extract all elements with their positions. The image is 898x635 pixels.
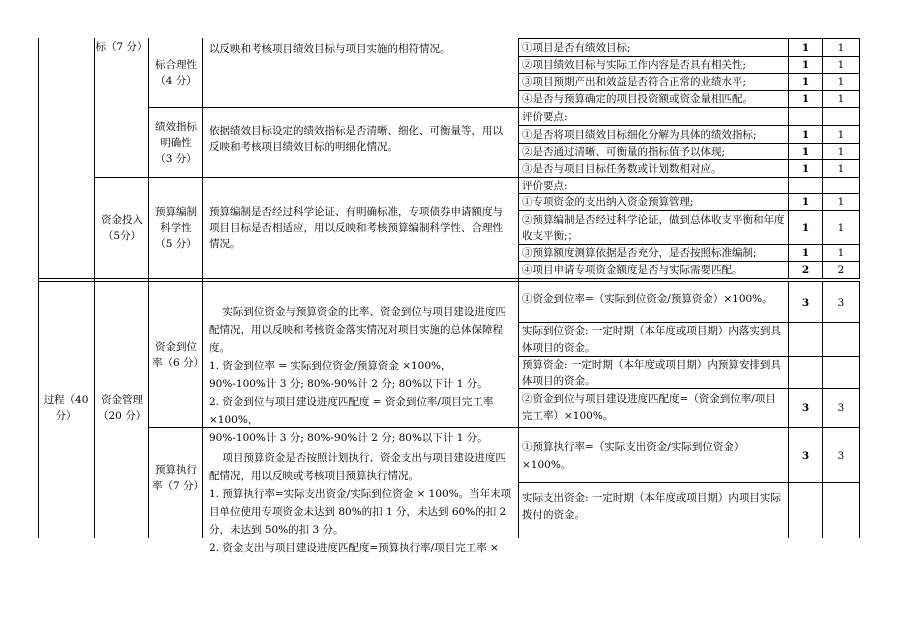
point-result: 3	[837, 402, 845, 414]
point-score: 1	[801, 128, 810, 141]
point-score: 1	[801, 247, 810, 259]
point-text: ②项目绩效目标与实际工作内容是否具有相关性;	[522, 59, 747, 71]
point-text: ②预算编制是否经过科学论证，做到总体收支平衡和年度收支平衡;；	[522, 213, 785, 242]
point-score: 1	[801, 41, 810, 54]
point-result: 1	[837, 247, 845, 259]
point-score: 1	[801, 196, 810, 208]
indicator-label-text: 绩效指标明确性（3 分）	[155, 121, 197, 165]
formula-progress-match	[522, 389, 786, 427]
point-text: ④是否与预算确定的项目投资额或资金量相匹配。	[522, 93, 753, 105]
point-score: 1	[801, 221, 810, 234]
indicator-label-text: 预算编制科学性（5 分）	[155, 206, 197, 250]
evaluation-point	[522, 91, 786, 107]
point-score: 1	[801, 93, 810, 105]
dimension-label-target	[95, 38, 148, 56]
formula-text: ①预算执行率=（实际支出资金/实际到位资金）×100%。	[522, 440, 745, 471]
evaluation-point	[522, 160, 786, 177]
dimension-fund-management	[98, 383, 146, 433]
description-text: 以反映和考核项目绩效目标与项目实施的相符情况。	[209, 43, 451, 55]
indicator-target-rationality	[152, 38, 200, 107]
point-result: 1	[837, 76, 845, 88]
point-text: ①项目是否有绩效目标;	[522, 41, 631, 54]
indicator-description	[203, 283, 517, 444]
formula-text: ②资金到位与项目建设进度匹配度=（资金到位率/项目完工率）×100%。	[522, 393, 776, 422]
category-label-text: 过程（40 分）	[43, 394, 89, 422]
point-result: 1	[837, 196, 845, 208]
point-score: 3	[801, 296, 810, 309]
header-text: 评价要点:	[522, 179, 568, 192]
indicator-description	[203, 201, 517, 277]
evaluation-point	[522, 262, 786, 278]
point-result: 1	[837, 221, 845, 234]
evaluation-point	[522, 144, 786, 159]
evaluation-point	[522, 57, 786, 73]
dimension-label-text: 资金投入（5分）	[101, 214, 143, 242]
dimension-label-funding	[99, 188, 145, 268]
description-text: 实际到位资金与预算资金的比率、资金到位与项目建设进度匹配情况，用以反映和考核资金落实情况对项目实施的总体保障程度。 1. 资金到位率 = 实际到位资金/预算资金 ×100%， 90%-100%计 3 分; 80%-90%计 2 分; 80%以下计 1 分。 2. 资金到位与项目建设进度匹配度 = 资金到位率/项目完工率 ×100%， 90%-100%计 3 分; 80%-90%计 2 分; 80%以下计 1 分。	[209, 306, 506, 444]
evaluation-point	[522, 74, 786, 90]
indicator-description	[203, 120, 517, 176]
point-score: 3	[801, 449, 810, 462]
dimension-label-text: 标（7 分）	[95, 41, 148, 53]
evaluation-points-header	[522, 108, 786, 125]
point-score: 2	[801, 264, 810, 276]
evaluation-points-header	[522, 178, 786, 193]
point-result: 1	[837, 128, 845, 141]
header-text: 评价要点:	[522, 110, 568, 123]
indicator-metric-clarity	[152, 110, 200, 176]
point-result: 1	[837, 162, 845, 175]
indicator-description	[203, 429, 517, 554]
point-result: 3	[837, 449, 845, 462]
indicator-label-text: 标合理性（4 分）	[155, 58, 197, 87]
point-result: 2	[837, 264, 845, 276]
point-result: 1	[837, 145, 845, 158]
point-text: ③是否与项目目标任务数或计划数相对应。	[522, 162, 722, 175]
indicator-label-text: 资金到位率（6 分）	[152, 340, 205, 369]
formula-text: ①资金到位率=（实际到位资金/预算资金）×100%。	[522, 293, 773, 305]
evaluation-point	[522, 39, 786, 56]
indicator-budget-scientificity	[152, 180, 200, 276]
indicator-label-text: 预算执行率（7 分）	[152, 464, 205, 492]
formula-budget-execution-rate	[522, 429, 786, 482]
point-score: 1	[801, 76, 810, 88]
point-score: 3	[801, 402, 810, 414]
category-process	[41, 383, 91, 433]
formula-fund-arrival-rate	[522, 285, 786, 322]
evaluation-point	[522, 194, 786, 210]
point-result: 1	[837, 41, 845, 54]
indicator-budget-execution-rate	[152, 438, 205, 518]
definition-text: 预算资金: 一定时期（本年度或项目期）内预算安排到具体项目的资金。	[522, 358, 781, 387]
evaluation-point	[522, 211, 786, 244]
evaluation-table	[38, 38, 860, 554]
point-text: ②是否通过清晰、可衡量的指标值予以体现;	[522, 145, 726, 158]
indicator-fund-arrival-rate	[152, 283, 205, 426]
dimension-label-text: 资金管理（20 分）	[98, 394, 147, 422]
definition-budget-funds	[522, 357, 786, 388]
indicator-description	[203, 38, 517, 107]
definition-text: 实际支出资金: 一定时期（本年度或项目期）内项目实际拨付的资金。	[522, 492, 781, 521]
point-text: ③预算额度测算依据是否充分，是否按照标准编制;	[522, 247, 757, 259]
evaluation-point	[522, 245, 786, 261]
point-result: 1	[837, 59, 845, 71]
description-text: 预算编制是否经过科学论证、有明确标准，专项债券申请额度与项目目标是否相适应，用以反映和考核预算编制科学性、合理性情况。	[209, 206, 503, 250]
point-text: ①专项资金的支出纳入资金预算管理;	[522, 196, 694, 208]
point-score: 1	[801, 162, 810, 175]
point-score: 1	[801, 145, 810, 158]
description-text: 项目预算资金是否按照计划执行、资金支出与项目建设进度匹配情况，用以反映或考核项目预算执行情况。 1. 预算执行率=实际支出资金/实际到位资金 × 100%。当年末项目单位使用专项资金未达到 80%的扣 1 分，未达到 60%的扣 2 分，未达到 50%的扣 3 分。 2. 资金支出与项目建设进度匹配度=预算执行率/项目完工率 ×	[209, 452, 512, 554]
point-text: ④项目申请专项资金额度是否与实际需要匹配。	[522, 264, 743, 276]
definition-actual-expenditure	[522, 484, 786, 530]
point-score: 1	[801, 59, 810, 71]
definition-text: 实际到位资金: 一定时期（本年度或项目期）内落实到具体项目的资金。	[522, 324, 781, 354]
point-text: ①是否将项目绩效目标细化分解为具体的绩效指标;	[522, 128, 757, 141]
point-text: ③项目预期产出和效益是否符合正常的业绩水平;	[522, 76, 747, 88]
evaluation-point	[522, 126, 786, 143]
definition-actual-funds	[522, 323, 786, 356]
point-result: 1	[837, 93, 845, 105]
point-result: 3	[837, 296, 845, 309]
description-text: 依据绩效目标设定的绩效指标是否清晰、细化、可衡量等，用以反映和考核项目绩效目标的明细化情况。	[209, 125, 503, 153]
